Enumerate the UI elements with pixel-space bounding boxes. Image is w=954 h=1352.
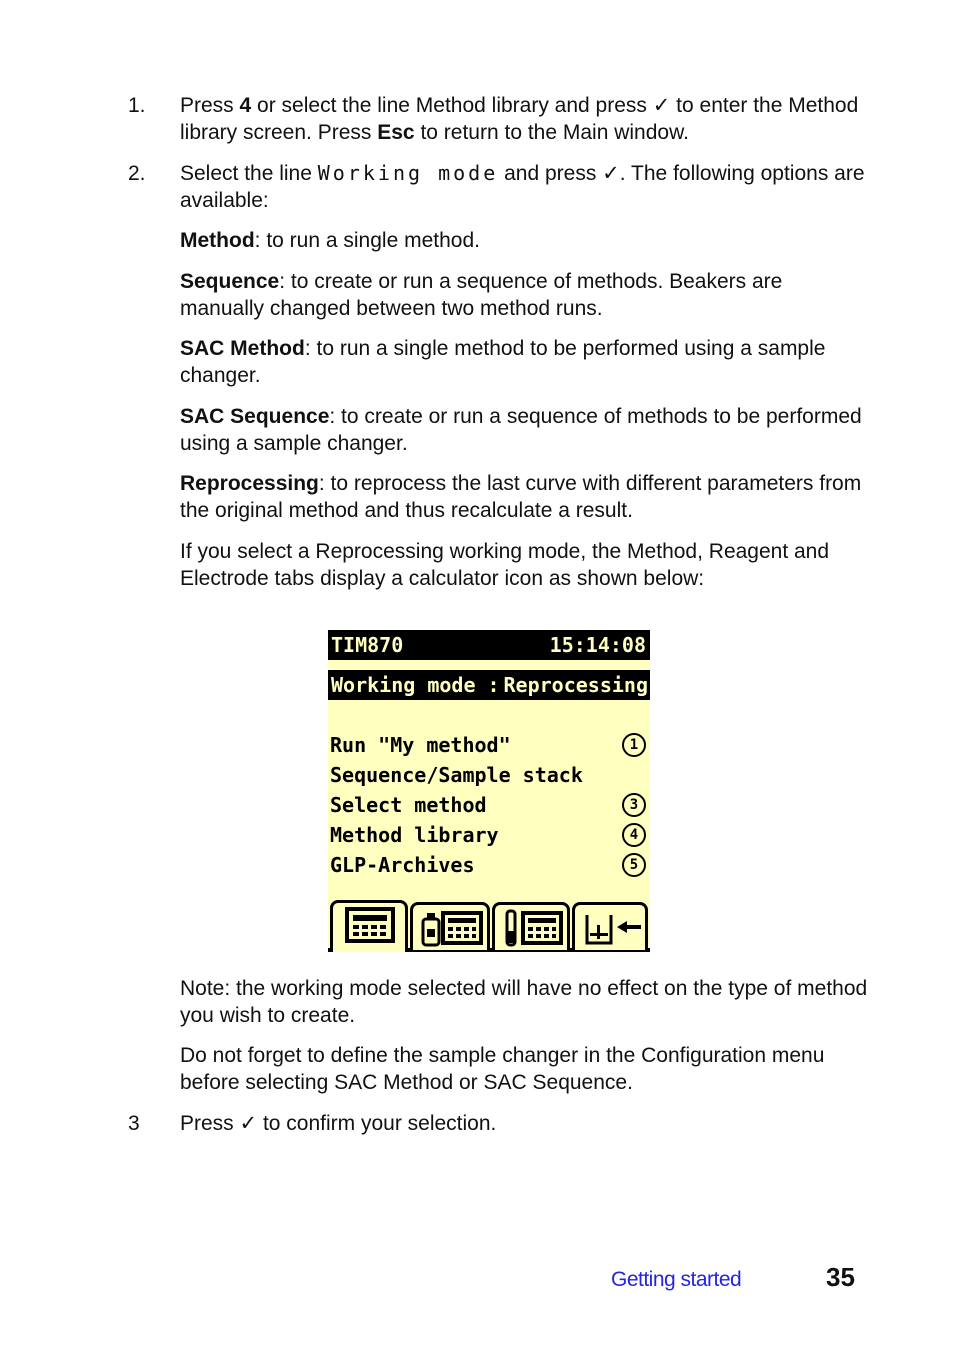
- step-1-number: 1.: [128, 94, 146, 117]
- option-reprocessing: [180, 470, 870, 524]
- tab-electrode[interactable]: [492, 902, 570, 950]
- option-desc: : to reprocess the last curve with different parameters from the original method and thus recalculate a result.: [180, 472, 862, 522]
- title-bar: [328, 630, 650, 660]
- step-1-part2: or select the line Method library and press ✓ to enter the Method library screen. Press: [180, 94, 859, 144]
- electrode-calculator-icon: [495, 905, 569, 949]
- step-1-text: [180, 92, 870, 146]
- option-term: SAC Method: [180, 337, 305, 360]
- step-3-text: Press ✓ to confirm your selection.: [180, 1112, 497, 1135]
- tab-sample-changer[interactable]: [572, 902, 648, 950]
- step-2-text: [180, 160, 870, 214]
- option-method: [180, 227, 870, 254]
- step-2-number: 2.: [128, 162, 146, 185]
- option-desc: : to create or run a sequence of methods to be performed using a sample changer.: [180, 405, 862, 455]
- key-esc: Esc: [377, 121, 415, 144]
- working-mode-label: Working mode :: [331, 673, 500, 697]
- tab-method[interactable]: [330, 900, 408, 952]
- section-title: Getting started: [611, 1268, 742, 1291]
- option-desc: : to run a single method.: [254, 229, 480, 252]
- device-screen: [328, 630, 650, 952]
- option-desc: : to create or run a sequence of methods. Beakers are manually changed between two method runs.: [180, 270, 783, 320]
- option-sac-method: [180, 335, 870, 389]
- menu-item-glp-archives[interactable]: [330, 850, 648, 880]
- reagent-bottle-calculator-icon: [413, 905, 489, 949]
- menu-item-run-method[interactable]: [330, 730, 648, 760]
- step-1-part1: Press: [180, 94, 240, 117]
- beaker-arrow-icon: [575, 905, 647, 949]
- menu-item-label: Run "My method": [330, 733, 511, 757]
- menu-item-label: GLP-Archives: [330, 853, 475, 877]
- working-mode-value: Reprocessing: [503, 673, 648, 697]
- note-sample-changer: Do not forget to define the sample changer in the Configuration menu before selecting SAC Method or SAC Sequence.: [180, 1044, 825, 1094]
- reprocessing-note: If you select a Reprocessing working mode, the Method, Reagent and Electrode tabs display a calculator icon as shown below:: [180, 540, 830, 590]
- key-5-icon: 5: [622, 853, 646, 877]
- device-name: TIM870: [331, 633, 404, 657]
- key-4: 4: [239, 94, 252, 117]
- key-3-icon: 3: [622, 793, 646, 817]
- step-2-part1: Select the line: [180, 162, 318, 185]
- calculator-icon: [333, 903, 405, 949]
- option-term: Method: [180, 229, 255, 252]
- clock: 15:14:08: [549, 633, 646, 657]
- option-sequence: [180, 268, 870, 322]
- menu-item-label: Method library: [330, 823, 499, 847]
- key-1-icon: 1: [622, 733, 646, 757]
- step-3-number: 3: [128, 1112, 140, 1135]
- tab-reagent[interactable]: [410, 902, 490, 950]
- page-number: 35: [826, 1262, 855, 1292]
- step-2-part2: and press ✓. The following options are available:: [180, 162, 865, 212]
- option-term: Sequence: [180, 270, 280, 293]
- step-1-part3: to return to the Main window.: [414, 121, 689, 144]
- menu-item-method-library[interactable]: [330, 820, 648, 850]
- menu-item-sequence[interactable]: [330, 760, 648, 790]
- option-sac-sequence: [180, 403, 870, 457]
- option-term: SAC Sequence: [180, 405, 330, 428]
- working-mode-code: Working mode: [317, 161, 499, 185]
- menu-item-label: Sequence/Sample stack: [330, 763, 583, 787]
- menu-item-label: Select method: [330, 793, 487, 817]
- key-4-icon: 4: [622, 823, 646, 847]
- menu-item-select-method[interactable]: [330, 790, 648, 820]
- note-working-mode: Note: the working mode selected will have no effect on the type of method you wish to create.: [180, 977, 868, 1027]
- working-mode-bar: [328, 670, 650, 700]
- option-term: Reprocessing: [180, 472, 319, 495]
- option-desc: : to run a single method to be performed using a sample changer.: [180, 337, 826, 387]
